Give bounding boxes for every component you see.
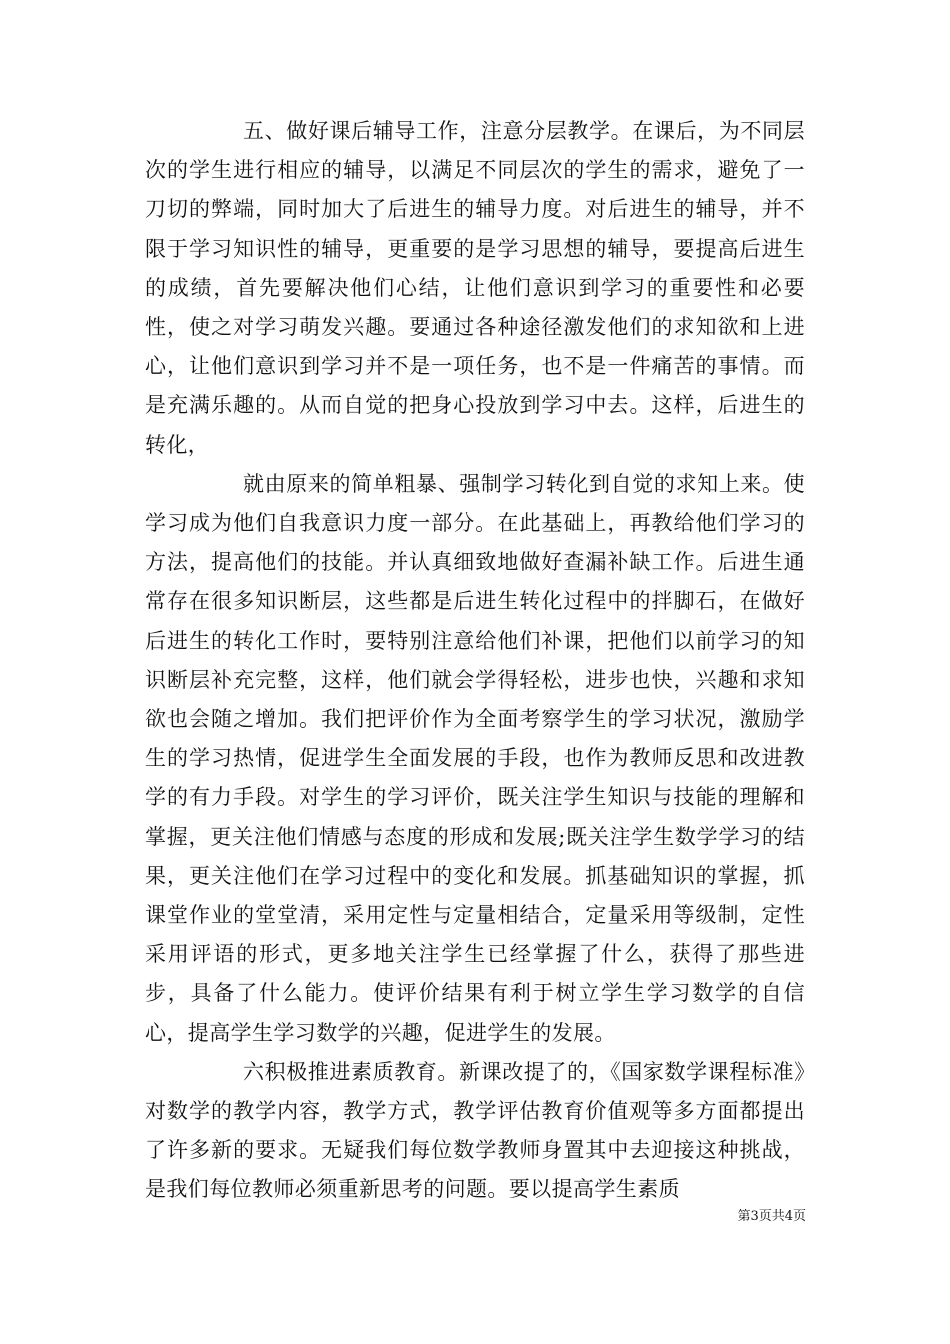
body-text: [145, 112, 805, 1210]
page-number-footer: 第3页共4页: [737, 1209, 806, 1224]
paragraph-2: 就由原来的简单粗暴、强制学习转化到自觉的求知上来。使学习成为他们自我意识力度一部分。在此基础上，再教给他们学习的方法，提高他们的技能。并认真细致地做好查漏补缺工作。后进生通常存在很多知识断层，这些都是后进生转化过程中的拌脚石，在做好后进生的转化工作时，要特别注意给他们补课，把他们以前学习的知识断层补充完整，这样，他们就会学得轻松，进步也快，兴趣和求知欲也会随之增加。我们把评价作为全面考察学生的学习状况，激励学生的学习热情，促进学生全面发展的手段，也作为教师反思和改进教学的有力手段。对学生的学习评价，既关注学生知识与技能的理解和掌握，更关注他们情感与态度的形成和发展;既关注学生数学学习的结果，更关注他们在学习过程中的变化和发展。抓基础知识的掌握，抓课堂作业的堂堂清，采用定性与定量相结合，定量采用等级制，定性采用评语的形式，更多地关注学生已经掌握了什么，获得了那些进步，具备了什么能力。使评价结果有利于树立学生学习数学的自信心，提高学生学习数学的兴趣，促进学生的发展。: [145, 471, 805, 1045]
paragraph-1: 五、做好课后辅导工作，注意分层教学。在课后，为不同层次的学生进行相应的辅导，以满足不同层次的学生的需求，避免了一刀切的弊端，同时加大了后进生的辅导力度。对后进生的辅导，并不限于学习知识性的辅导，更重要的是学习思想的辅导，要提高后进生的成绩，首先要解决他们心结，让他们意识到学习的重要性和必要性，使之对学习萌发兴趣。要通过各种途径激发他们的求知欲和上进心，让他们意识到学习并不是一项任务，也不是一件痛苦的事情。而是充满乐趣的。从而自觉的把身心投放到学习中去。这样，后进生的转化，: [145, 119, 805, 457]
paragraph-3: 六积极推进素质教育。新课改提了的，《国家数学课程标准》对数学的教学内容，教学方式，教学评估教育价值观等多方面都提出了许多新的要求。无疑我们每位数学教师身置其中去迎接这种挑战，是我们每位教师必须重新思考的问题。要以提高学生素质: [145, 1059, 805, 1202]
